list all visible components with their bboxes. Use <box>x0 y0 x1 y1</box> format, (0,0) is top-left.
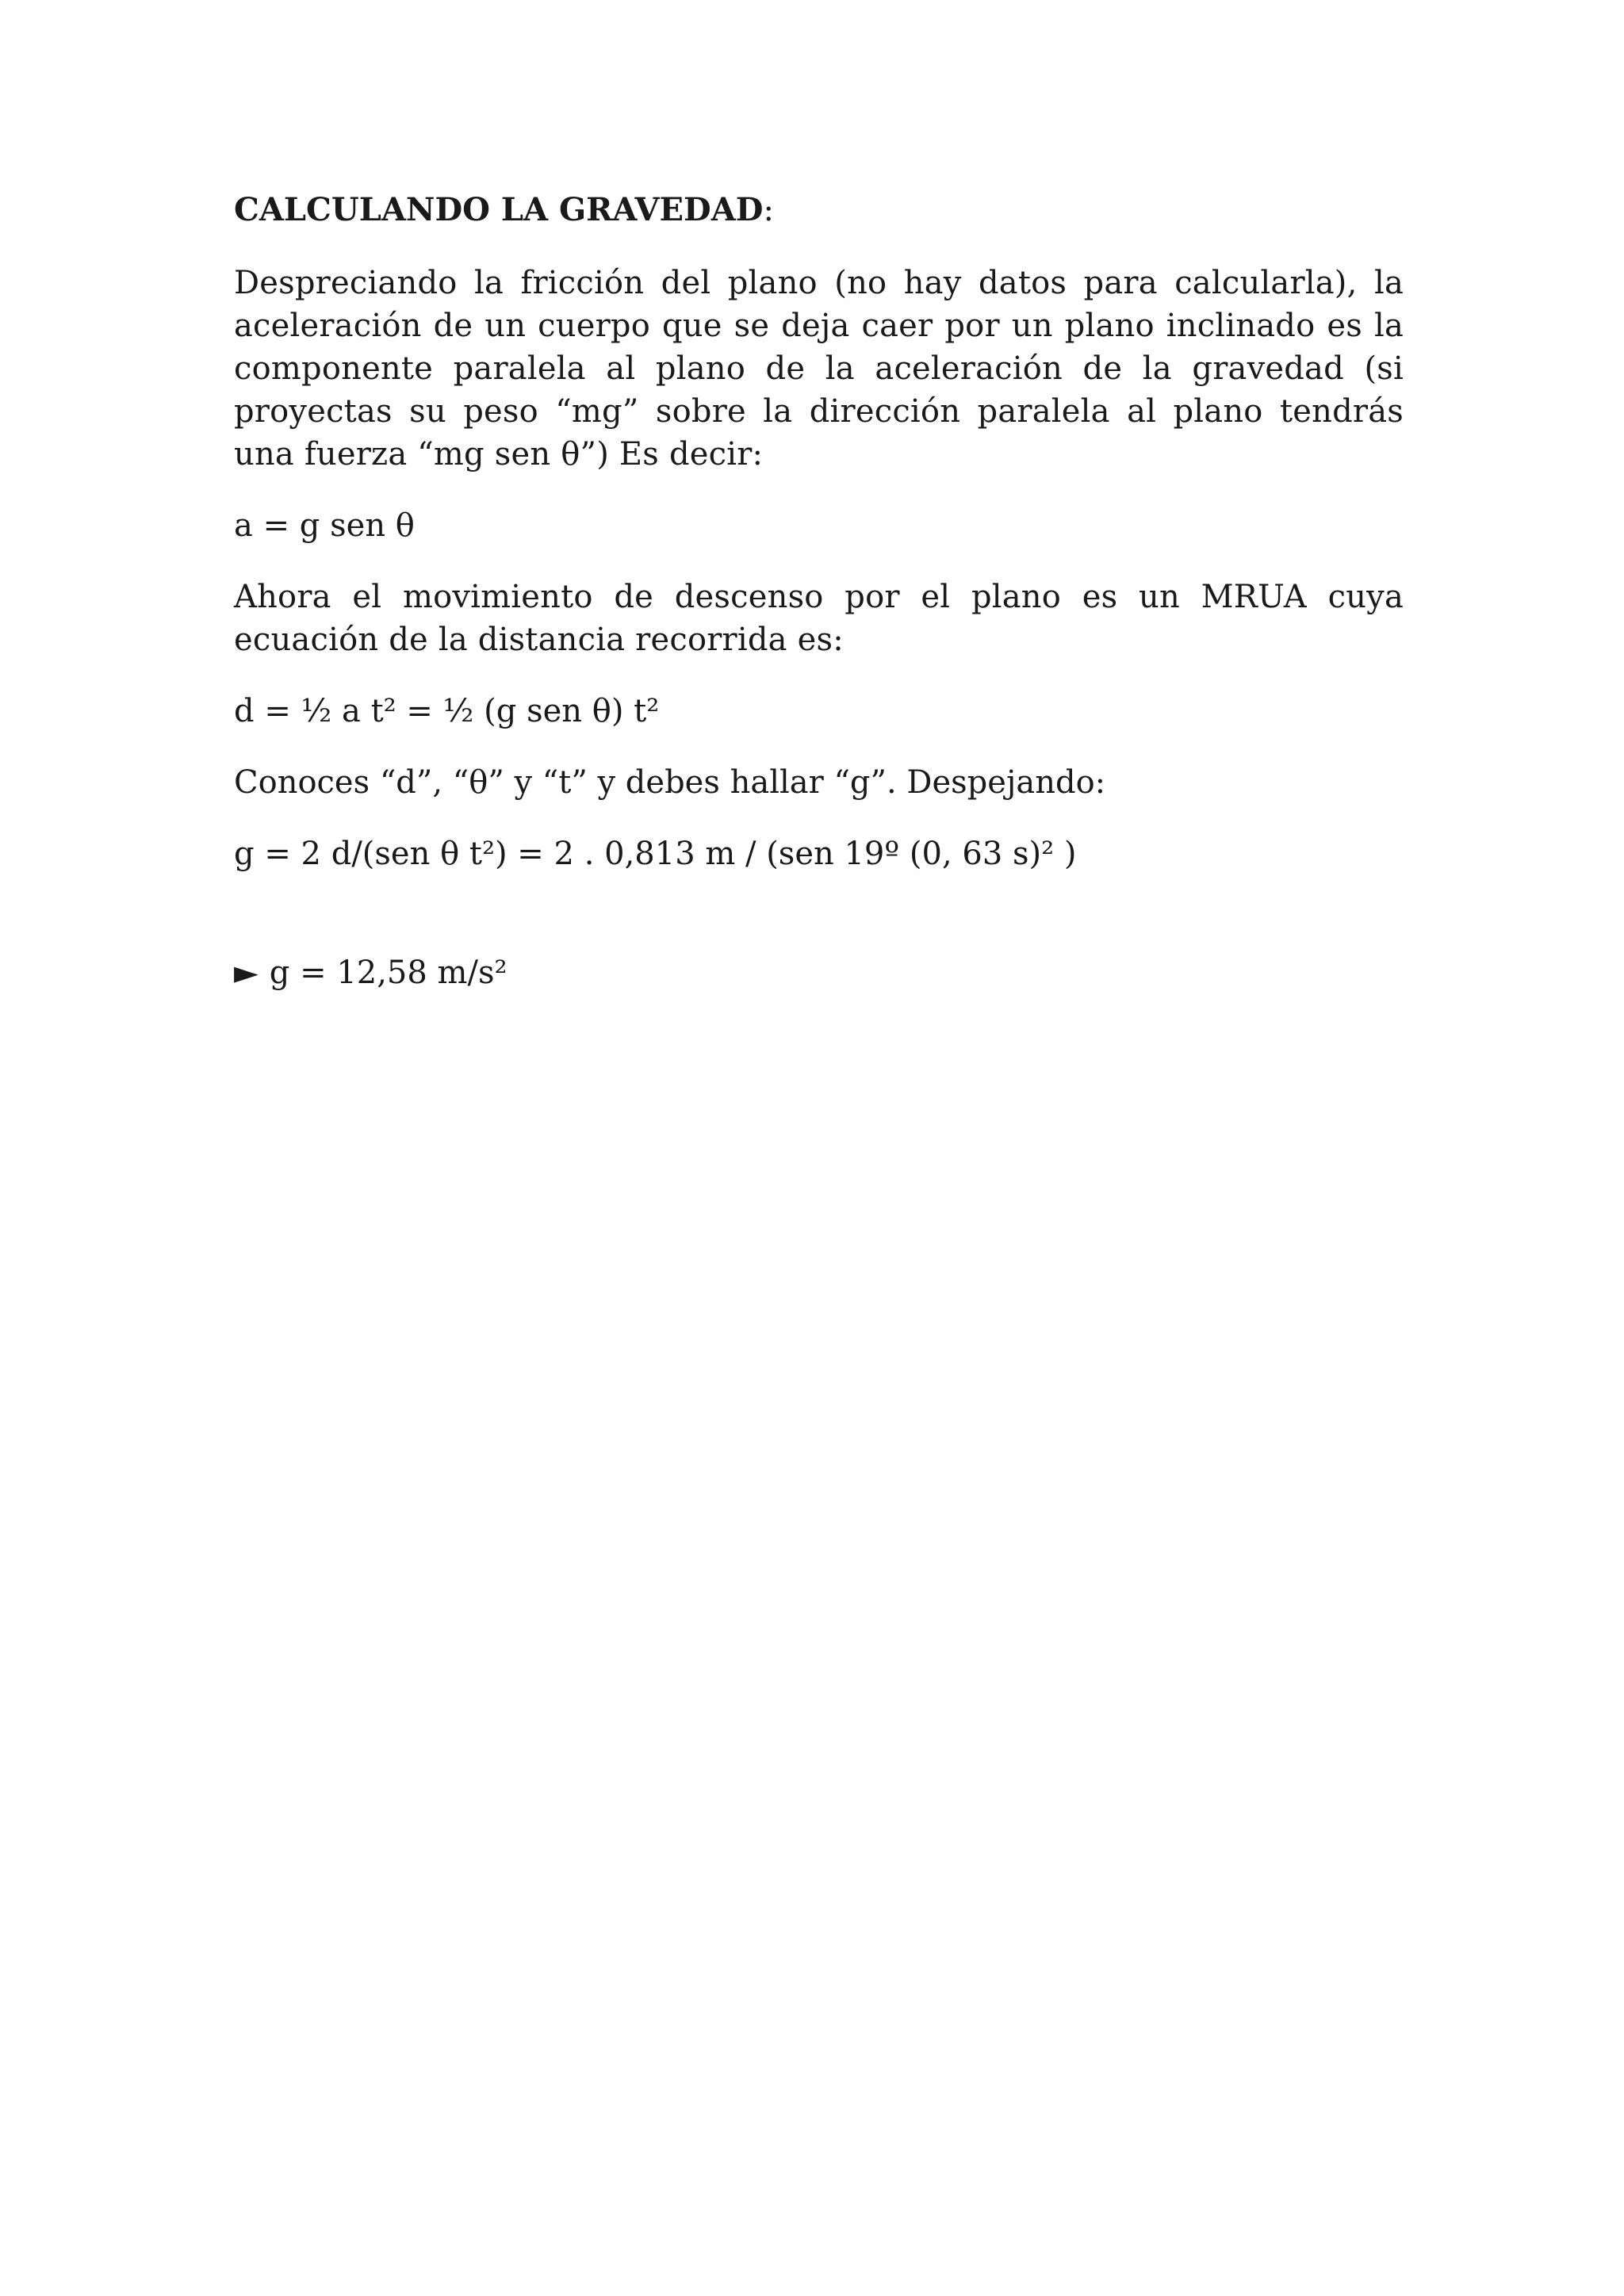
result-value: g = 12,58 m/s² <box>269 955 508 991</box>
distance-equation: d = ½ a t² = ½ (g sen θ) t² <box>234 693 660 729</box>
acceleration-equation: a = g sen θ <box>234 507 415 544</box>
gravity-equation: g = 2 d/(sen θ t²) = 2 . 0,813 m / (sen 19º (0, 63 s)² ) <box>234 836 1077 872</box>
result-arrow-icon: ► <box>234 955 259 991</box>
result-line <box>234 951 1404 994</box>
heading-suffix: : <box>763 192 774 228</box>
intro-paragraph: Despreciando la fricción del plano (no hay datos para calcularla), la aceleración de un cuerpo que se deja caer por un plano inclinado es la componente paralela al plano de la aceleración de la gravedad (si proyectas su peso “mg” sobre la dirección paralela al plano tendrás una fuerza “mg sen θ”) Es decir: <box>234 265 1404 473</box>
known-values-paragraph: Conoces “d”, “θ” y “t” y debes hallar “g”. Despejando: <box>234 764 1106 801</box>
section-heading <box>234 189 1404 232</box>
mrua-paragraph: Ahora el movimiento de descenso por el plano es un MRUA cuya ecuación de la distancia recorrida es: <box>234 579 1404 658</box>
heading-title: CALCULANDO LA GRAVEDAD <box>234 191 764 228</box>
document-body <box>234 189 1404 1023</box>
